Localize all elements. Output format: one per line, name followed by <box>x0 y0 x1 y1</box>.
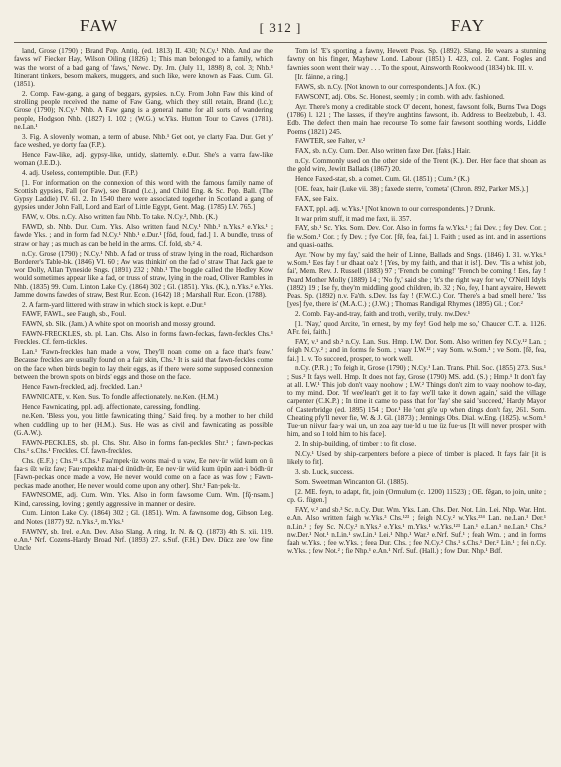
entry-paragraph: FAXT, ppl. adj. w.Yks.¹ [Not known to our correspondents.] ? Drunk. <box>295 204 496 213</box>
entry-paragraph: Hence Fawnicating, ppl. adj. affectionate, caressing, fondling. <box>22 402 201 411</box>
entry-paragraph: 2. In ship-building, of timber : to fit close. <box>295 440 417 449</box>
entry-paragraph: It war prim stuff, it mad me faxt, ii. 357. <box>295 214 412 223</box>
entry-paragraph: Ayr. 'Now by my fay,' said the heir of Linne, Ballads and Sngs. (1846) I. 31. w.Yks.¹ w.Som.¹ Ees fay ! ur dhaat oa'z ! [Yes, by my faith, and that it is!]. Dev. 'Tis a whist job, fai', Mem. Rev. J. Russell (1883) 97 ; 'French be coming!' 'French be coming ! Ees, fay ! Peard Mother Molly (1889) 14 ; 'No fy,' said she ; 'it's the right way for we,' O'Neill Idyls (1892) 19 ; Ise fy, they'm middling good children, ib. 32 ; No, fey, I hant ayvaire, Hewett Peas. Sp. (1892) n.v. Fa'th. s.Dev. Iss fay ! (F.W.C.) Cor. 'There's a bad smell here.' 'Iss [yes] fye, there is' (M.A.C.) ; (J.W.) ; Thomas Randigal Rhymes (1895) Gl. ; Cor.² <box>287 250 546 309</box>
right-column <box>287 47 546 557</box>
entry-paragraph: 3. sb. Luck, success. <box>295 468 354 477</box>
entry-paragraph: N.Cy.¹ Used by ship-carpenters before a piece of timber is placed. It fays fair [it is likely to fit]. <box>287 450 546 467</box>
entry-paragraph: ne.Ken. 'Bless you, you little fawnicating thing.' Said freq. by a mother to her child when cuddling up to her (H.M.). Sus. He was as civil and fawnicating as possible (G.A.W.). <box>14 412 273 437</box>
entry-paragraph: FAWN-FRECKLES, sb. pl. Lan. Chs. Also in forms fawn-feckas, fawn-feckles Chs.¹ Freckles. Cf. fern-tickles. <box>14 330 273 347</box>
entry-paragraph: FAY, v.² and sb.³ Sc. n.Cy. Dur. Wm. Yks. Lan. Chs. Der. Not. Lin. Lei. Nhp. War. Hnt. e.An. Also written faigh w.Yks.³ Chs.¹²³ ; feigh N.Cy.² w.Yks.²³⁴ Lan. ne.Lan.¹ Der.¹ n.Lin.¹ ; fey Sc. N.Cy.² n.Yks.² e.Yks.¹ m.Yks.¹ w.Yks.¹²³ Lan.¹ e.Lan.¹ ne.Lan.¹ Chs.² nw.Der.¹ Not.¹ n.Lin.¹ sw.Lin.¹ Lei.¹ Nhp.¹ War.² e.Nrf. Suf.¹ ; feah Wm. ; and in forms faah w.Yks. ; fee w.Yks. ; feea Dur. Chs. ; fee N.Cy.² Chs.¹ s.Chs.¹ Der.² Lin.¹ ; fei n.Cy. w.Yks. ; few Not.² ; fie Nhp.¹ e.An.¹ Nrf. Suf. (Hall.) ; fow Dur. Nhp.¹ Bdf. <box>287 506 546 556</box>
entry-paragraph: Hence Fawn-freckled, adj. freckled. Lan.¹ <box>22 382 143 391</box>
left-column <box>14 47 273 557</box>
entry-paragraph: Som. Sweetman Wincanton Gl. (1885). <box>295 478 409 487</box>
entry-paragraph: Cum. Linton Lake Cy. (1864) 302 ; Gl. (1851). Wm. A fawnsome dog, Gibson Leg. and Notes (1877) 92. n.Yks.², m.Yks.¹ <box>14 509 273 526</box>
entry-paragraph: land, Grose (1790) ; Brand Pop. Antiq. (ed. 1813) II. 430; N.Cy.¹ Nhb. And aw the fawss wi' Fiecker Hay, Wilson Oiling (1826) 1; This man belonged to a family, which was the worst of a bad gang of 'faws,' Newc. Dy. Jrn. (July 11, 1898) 8, col. 3; Nhb.¹ Itinerant tinkers, besom makers, muggers, and such like, were known as Faas. Cum. Gl. (1851). <box>14 47 273 88</box>
entry-paragraph: FAY, sb.¹ Sc. Yks. Som. Dev. Cor. Also in forms fa w.Yks.¹ ; fai Dev. ; fey Dev. Cor. ; fie w.Som.¹ Cor. ; fy Dev. ; fye Cor. [fē, fea, fai.] 1. Faith ; used as int. and in assertions and quasi-oaths. <box>287 224 546 249</box>
entry-paragraph: [Ir. fáinne, a ring.] <box>295 73 348 82</box>
entry-paragraph: 2. A farm-yard littered with straw in which stock is kept. e.Dur.¹ <box>22 300 206 309</box>
entry-paragraph: Chs. (E.F.) ; Chs.¹³ s.Chs.¹ Faa'mpek·üz wons mai·d u vaw, Ee nev·ür wiid kum on ü faa·s ü̈z wüz faw; Fau·mpekhz mai·d ünüdh·ür, Ee nev·ür wiid kum üpün aan·i bódh·ür [Fawn-peckas once made a vow, He never would come on a face as was fow ; Fawn-peckas made another, He never would come upon any other]. Shr.¹ Fan·pek·lz. <box>14 456 273 490</box>
entry-paragraph: 2. Comp. Faw-gang, a gang of beggars, gypsies. n.Cy. From John Faw this kind of strolling people received the name of Faw Gang, which they still retain, Brand (l.c.); Grose (1790); N.Cy.¹ Nhb. A Faw gang is a general name for all sorts of wandering people, Hodgson Nhb. (1827) I. 102 ; (W.G.) w.Yks. Hutton Tour to Caves (1781). ne.Lan.¹ <box>14 89 273 131</box>
entry-paragraph: FAWN-PECKLES, sb. pl. Chs. Shr. Also in forms fan-peckles Shr.¹ ; fawn-peckas Chs.¹ s.Chs.¹ Freckles. Cf. fawn-freckles. <box>14 438 273 455</box>
entry-paragraph: FAWNY, sb. Irel. e.An. Dev. Also Slang. A ring. Ir. N. & Q. (1873) 4th S. xii. 119. e.An.¹ Nrf. Cozens-Hardy Broad Nrf. (1893) 27. s.Suf. (F.H.) Dev. Dücz zee 'ow fine Uncle <box>14 527 273 553</box>
entry-paragraph: Lan.¹ 'Fawn-freckles han made a vow, They'll noan come on a face that's feaw.' Because freckles are usually found on a fair skin, Chs.¹ It is said that fawn-feckles come on the face when birds begin to lay their eggs, as if there were some supposed connexion between the brown spots on birds' eggs and those on the face. <box>14 348 273 381</box>
entry-paragraph: FAY, v.¹ and sb.² n.Cy. Lan. Sus. Hmp. I.W. Dor. Som. Also written fey N.Cy.¹² Lan. ; feigh N.Cy.² ; and in forms fe Som. ; vaay I.W.¹² ; vay Som. w.Som.¹ ; ve Som. [fē, fea, fai.] 1. v. To succeed, prosper, to work well. <box>287 338 546 363</box>
entry-paragraph: FAX, sb. n.Cy. Cum. Der. Also written faxe Der. [faks.] Hair. <box>295 147 471 156</box>
entry-paragraph: FAWF, FAWL, see Faugh, sb., Foul. <box>22 310 127 319</box>
entry-paragraph: 2. Comb. Fay-and-tray, faith and troth, verily, truly. nw.Dev.¹ <box>295 310 471 319</box>
left-running-head: FAW <box>80 16 119 35</box>
header-rule <box>14 42 547 43</box>
entry-paragraph: FAWNICATE, v. Ken. Sus. To fondle affectionately. ne.Ken. (H.M.) <box>22 392 219 401</box>
entry-paragraph: 3. Fig. A slovenly woman, a term of abuse. Nhb.¹ Get oot, ye clarty Faa. Dur. Get y' face weshed, ye dorty faa (F.P.). <box>14 132 273 149</box>
entry-paragraph: FAW, v. Obs. n.Cy. Also written fau Nhb. To take. N.Cy.², Nhb. (K.) <box>22 213 218 222</box>
entry-paragraph: n.Cy. (P.R.) ; To feigh it, Grose (1790) ; N.Cy.¹ Lan. Trans. Phil. Soc. (1855) 273. Sus.¹ ; Sus.² It fays well. Hmp. It does not fay, Grose (1790) MS. add. (S.) ; Hmp.¹ It don't fay at all. I.W.¹ This job don't vaay noohow ; I.W.² Things don't zim to vaay noohow to-day, to my mind. Dor. 'If wee'lean't get it to fay we'll take it down again,' said the village carpenter (C.K.P.) ; In time it came to pass that for 'fay' she said 'succeed,' Hardy Mayor of Casterbridge (ed. 1895) 154 ; Dor.¹ He 'ont gi'e up when dings don't fay, 261. Som. Cheating pfy'll never fie, W. & J. Gl. (1873) ; Jennings Obs. Dial. w.Eng. (1825). w.Som.¹ Tue·un niivur faa·y wai un, un zoa aay tue·ld u tue üz fue·us [It will never prosper with him, and so I told him to his face]. <box>287 364 546 439</box>
entry-paragraph: Tom is! 'E's sporting a fawny, Hewett Peas. Sp. (1892). Slang. He wears a stunning fawny on his finger, Mayhew Lond. Labour (1851) I. 423, col. 2. Cant. Fogles and fawnies soon went their way . . . To the spout, Ainsworth Rookwood (1834) bk. III. v. <box>287 47 546 72</box>
entry-paragraph: Hence Faw-like, adj. gypsy-like, untidy, slatternly. e.Dur. She's a varra faw-like woman (J.E.D.). <box>14 150 273 168</box>
entry-paragraph: n.Cy. Commonly used on the other side of the Trent (K.). Der. Her face that shoan as the gold wire, Jewitt Ballads (1867) 20. <box>287 157 546 174</box>
entry-paragraph: 4. adj. Useless, contemptible. Dur. (F.P.) <box>22 168 138 177</box>
entry-paragraph: FAWTER, see Falter, v.² <box>295 137 366 146</box>
entry-paragraph: [1. For information on the connexion of this word with the famous family name of Scottish gypsies, Fall (or Faw), see Brand (l.c.), and Child Eng. & Sc. Pop. Ball. (The Gypsy Laddie) IV. 61. 2. In 1540 there were associated together in Scotland a gang of gypsies under John Fall, Lord and Earl of Little Egypt, Gent. Mag. (1785) LV. 765.] <box>14 178 273 212</box>
entry-paragraph: Hence Faxed-star, sb. a comet. Cum. Gl. (1851) ; Cum.² (K.) <box>295 175 470 184</box>
entry-paragraph: FAWSONT, adj. Obs. Sc. Honest, seemly ; in comb. with adv. fashioned. <box>295 93 505 102</box>
page-header <box>14 12 547 42</box>
entry-paragraph: n.Cy. Grose (1790) ; N.Cy.¹ Nhb. A fad or truss of straw lying in the road, Richardson Borderer's Table-bk. (1846) VI. 60 ; Aw was thinkin' on the fad o' straw That Jack gae te wor Dolly, Allan Tyneside Sngs. (1891) 232 ; Nhb.¹ The boggle called the Hedley Kow would sometimes appear like a fad, or truss of straw, lying in the road, Oliver Rambles in Nhb. (1835) 99. Cum. Linton Lake Cy. (1864) 302 ; Gl. (1851). Yks. (K.), n.Yks.² e.Yks. Jamme downs fawdes of straw, Best Rur. Econ. (1642) 18 ; Marshall Rur. Econ. (1788). <box>14 249 273 299</box>
entry-paragraph: [OE. feax, hair (Luke vii. 38) ; faxede sterre, 'cometa' (Chron. 892, Parker MS.).] <box>295 185 529 194</box>
entry-paragraph: FAWN, sb. Slk. (Jam.) A white spot on moorish and mossy ground. <box>22 320 216 329</box>
entry-paragraph: FAWD, sb. Nhb. Dur. Cum. Yks. Also written faud N.Cy.¹ Nhb.¹ n.Yks.² e.Yks.¹ ; fawde Yks. ; and in form fad N.Cy.¹ Nhb.¹ e.Dur.¹ [fōd, foud, fad.] 1. A bundle, truss of straw or hay ; as much as can be held in the arms. Cf. fold, sb.² 4. <box>14 223 273 248</box>
entry-paragraph: FAWNSOME, adj. Cum. Wm. Yks. Also in form fawsome Cum. Wm. [fǭ·nsəm.] Kind, caressing, loving ; gently aggressive in manner or desire. <box>14 491 273 508</box>
page-number: [ 312 ] <box>259 20 302 35</box>
entry-paragraph: FAX, see Faix. <box>295 194 338 203</box>
entry-paragraph: FAWS, sb. n.Cy. [Not known to our correspondents.] A fox. (K.) <box>295 83 481 92</box>
entry-paragraph: [2. ME. feyn, to adapt, fit, join (Ormulum (c. 1200) 11523) ; OE. fēgan, to join, unite ; cp. G. fügen.] <box>287 487 546 505</box>
entry-paragraph: Ayr. There's mony a creditable stock O' decent, honest, fawsont folk, Burns Twa Dogs (1786) l. 121 ; The lasses, if they're aughtins fawsont, ib. Address to Beelzebub, l. 43. Edb. The defect then main hae recourse To some fair fawsont soothing words, Liddle Poems (1821) 245. <box>287 102 546 136</box>
entry-paragraph: [1. 'Nay,' quod Arcite, 'in ernest, by my fey! God help me so,' Chaucer C.T. a. 1126. AFr. fei, faith.] <box>287 320 546 337</box>
text-columns <box>14 47 547 557</box>
right-running-head: FAY <box>450 16 485 35</box>
